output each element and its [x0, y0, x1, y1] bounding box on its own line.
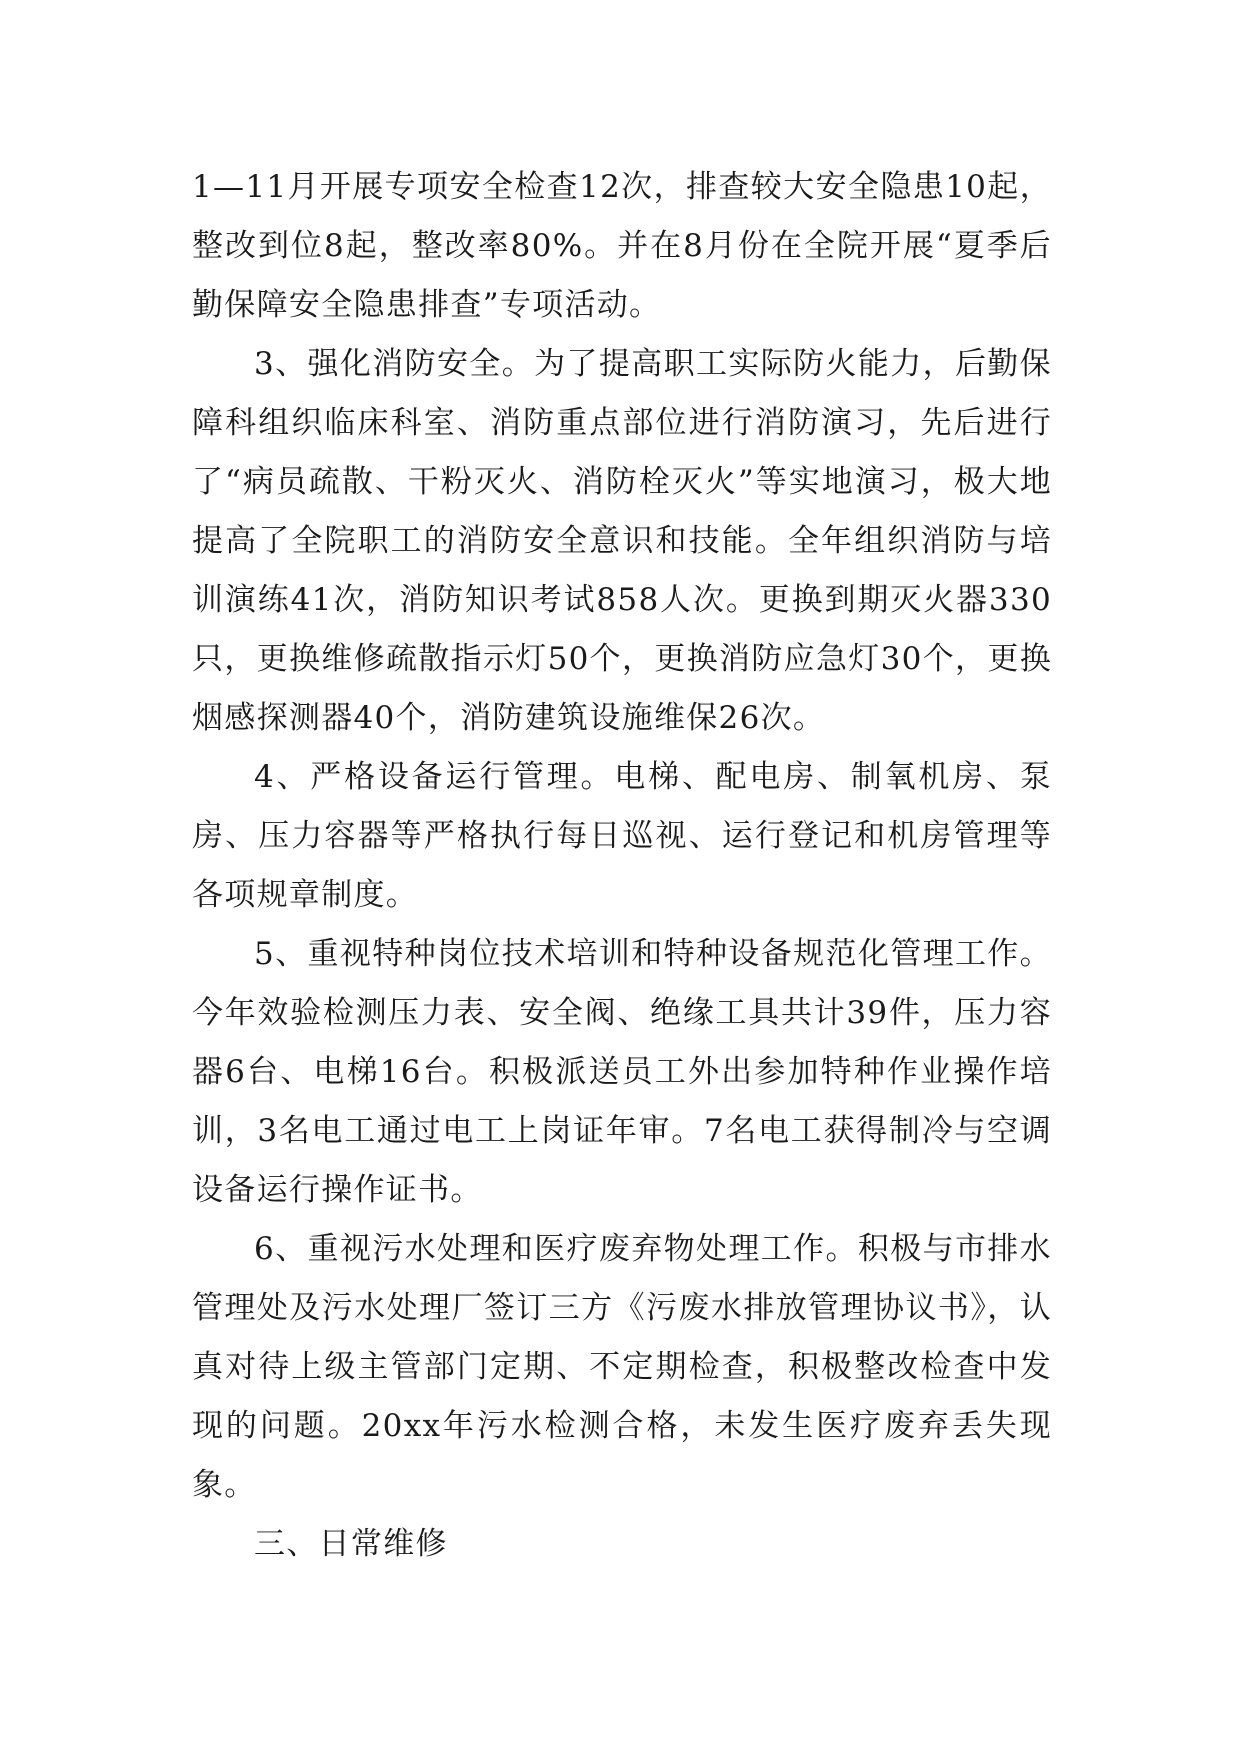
paragraph-equipment-operation: 4、严格设备运行管理。电梯、配电房、制氧机房、泵房、压力容器等严格执行每日巡视、运行登记和机房管理等各项规章制度。 — [192, 759, 1052, 913]
section-heading-daily-maintenance: 三、日常维修 — [254, 1526, 448, 1562]
paragraph-fire-safety: 3、强化消防安全。为了提高职工实际防火能力，后勤保障科组织临床科室、消防重点部位进行消防演习，先后进行了“病员疏散、干粉灭火、消防栓灭火”等实地演习，极大地提高了全院职工的消防安全意识和技能。全年组织消防与培训演练41次，消防知识考试858人次。更换到期灭火器330只，更换维修疏散指示灯50个，更换消防应急灯30个，更换烟感探测器40个，消防建筑设施维保26次。 — [192, 346, 1052, 736]
document-body — [192, 158, 1052, 1574]
paragraph-wastewater-treatment: 6、重视污水处理和医疗废弃物处理工作。积极与市排水管理处及污水处理厂签订三方《污废水排放管理协议书》，认真对待上级主管部门定期、不定期检查，积极整改检查中发现的问题。20xx年污水检测合格，未发生医疗废弃丢失现象。 — [192, 1231, 1052, 1503]
paragraph-inspection-summary: 1—11月开展专项安全检查12次，排查较大安全隐患10起，整改到位8起，整改率80%。并在8月份在全院开展“夏季后勤保障安全隐患排查”专项活动。 — [192, 169, 1052, 323]
paragraph-special-equipment-training: 5、重视特种岗位技术培训和特种设备规范化管理工作。今年效验检测压力表、安全阀、绝缘工具共计39件，压力容器6台、电梯16台。积极派送员工外出参加特种作业操作培训，3名电工通过电工上岗证年审。7名电工获得制冷与空调设备运行操作证书。 — [192, 936, 1052, 1208]
